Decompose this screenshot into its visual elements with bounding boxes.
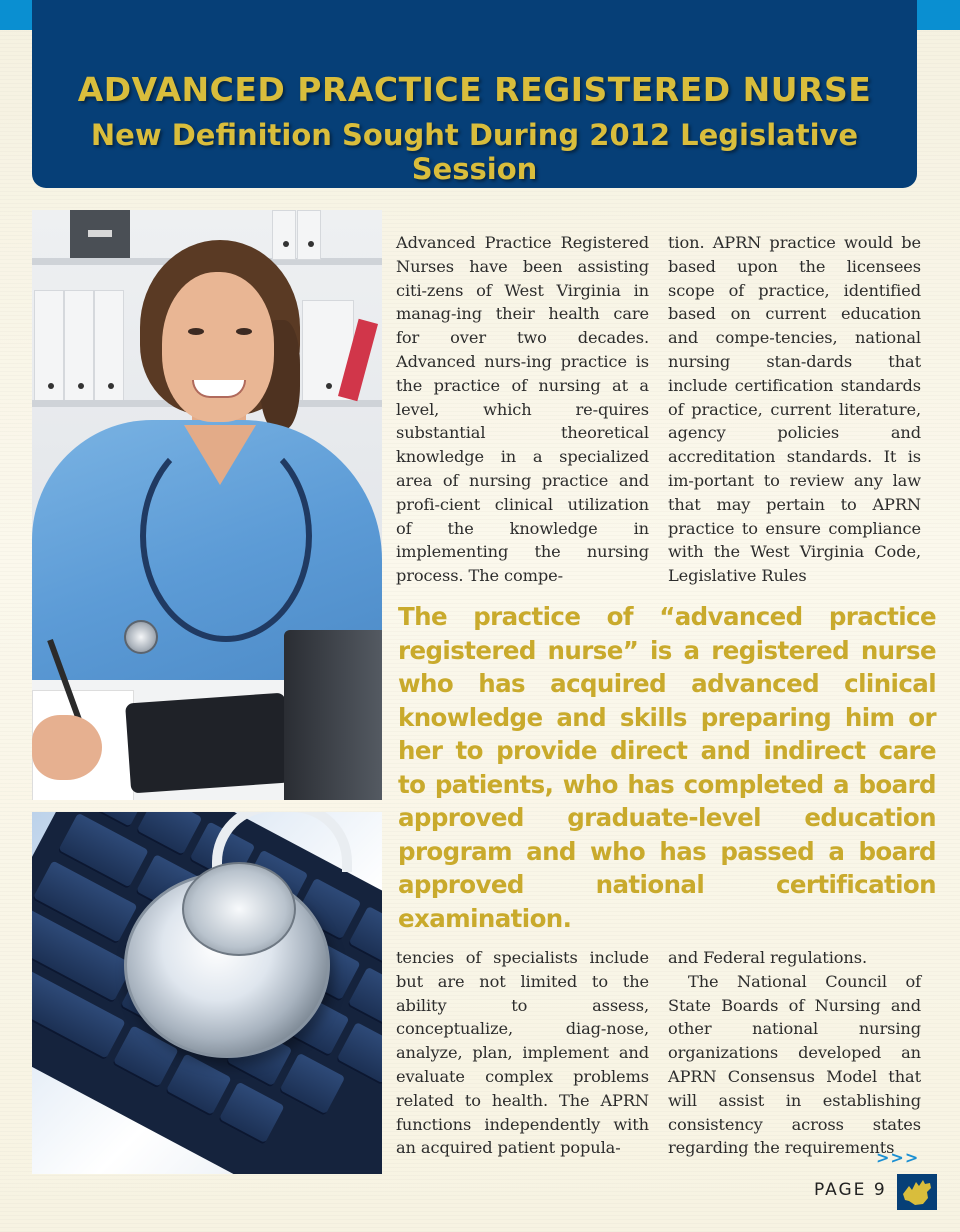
storage-box: [70, 210, 130, 258]
key: [165, 1053, 232, 1116]
eye: [188, 328, 204, 335]
nurse-photo: [32, 210, 382, 800]
continue-marker: >>>: [876, 1148, 920, 1167]
binder: [272, 210, 296, 260]
stethoscope-keyboard-photo: [32, 812, 382, 1174]
key: [279, 1053, 346, 1116]
body-column-1: [396, 231, 649, 588]
body-column-4: [668, 946, 921, 1160]
body-paragraph: and Federal regulations.: [668, 948, 868, 967]
body-paragraph: tencies of specialists include but are not limited to the ability to assess, conceptualize, diag-nose, analyze, plan, implement and evaluate complex problems related to health. The APRN functions independently with an acquired patient popula-: [396, 948, 649, 1158]
stethoscope-bell: [182, 862, 296, 956]
body-paragraph: tion. APRN practice would be based upon the licensees scope of practice, identified based on current education and compe-tencies, national nursing stan-dards that include certification standards of practice, current literature, agency policies and accreditation standards. It is im-portant to review any law that may pertain to APRN practice to ensure compliance with the West Virginia Code, Legislative Rules: [668, 233, 921, 586]
page-title: ADVANCED PRACTICE REGISTERED NURSE: [77, 70, 872, 109]
page-subtitle: New Definition Sought During 2012 Legislative Session: [90, 118, 859, 186]
body-column-3: [396, 946, 649, 1160]
body-paragraph: The National Council of State Boards of Nursing and other national nursing organizations developed an APRN Consensus Model that will assist in establishing consistency across states regarding the requirements: [668, 971, 921, 1158]
binder: [297, 210, 321, 260]
keyboard: [125, 693, 291, 794]
header-banner: [32, 0, 917, 188]
binder: [94, 290, 124, 402]
body-paragraph: Advanced Practice Registered Nurses have been assisting citi-zens of West Virginia in manag-ing their health care for over two decades. Advanced nurs-ing practice is the practice of nursing at a level, which re-quires substantial theoretical knowledge in a specialized area of nursing practice and profi-cient clinical utilization of the knowledge in implementing the nursing process. The compe-: [396, 233, 649, 586]
stethoscope-tube: [140, 430, 312, 642]
eye: [236, 328, 252, 335]
page-number: PAGE 9: [814, 1180, 887, 1200]
binder: [64, 290, 94, 402]
body-column-2: [668, 231, 921, 588]
hand: [32, 715, 102, 780]
west-virginia-state-icon: [897, 1174, 937, 1210]
face: [162, 272, 274, 422]
binder: [34, 290, 64, 402]
pull-quote: The practice of “advanced practice registered nurse” is a registered nurse who has acquired advanced clinical knowledge and skills preparing him or her to provide direct and indirect care to patients, who has completed a board approved graduate-level education program and who has passed a board approved national certification examination.: [398, 602, 936, 933]
stethoscope-bell: [124, 620, 158, 654]
monitor: [284, 630, 382, 800]
key: [218, 1082, 285, 1145]
